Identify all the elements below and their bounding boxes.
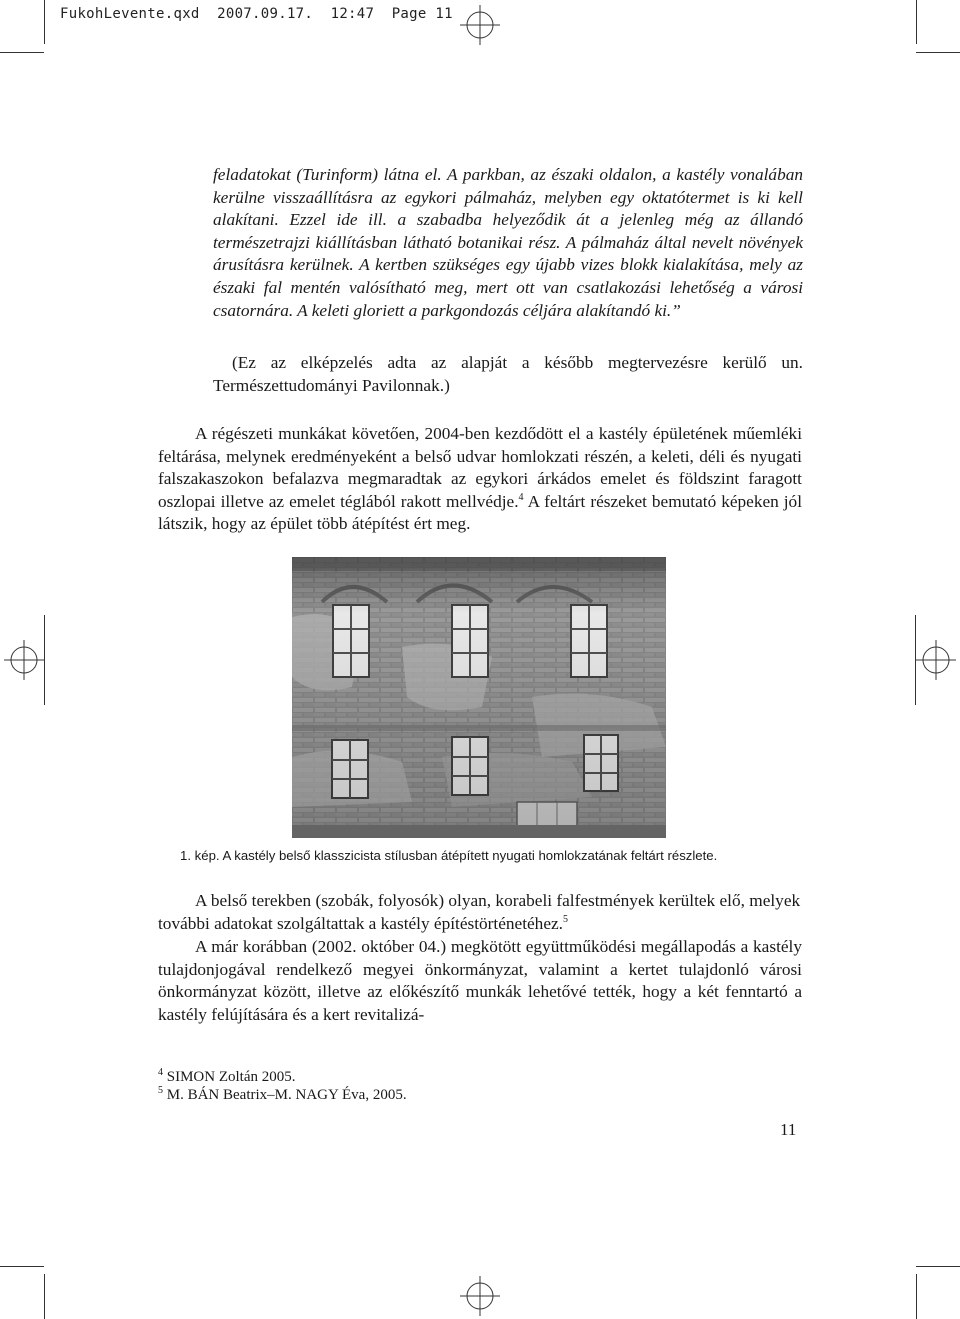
page-number: 11 — [780, 1120, 797, 1139]
crop-mark-top-right-v — [916, 0, 917, 44]
crop-mark-top-right-h — [916, 52, 960, 53]
body-paragraph-3 — [158, 890, 802, 935]
crop-mark-top-left-v — [44, 0, 45, 44]
paragraph-3-text — [158, 890, 802, 935]
footnote-4-number: 4 — [158, 1067, 163, 1078]
body-paragraph-4 — [158, 936, 802, 1026]
facade-photograph — [292, 557, 666, 838]
quoted-plan-paragraph — [213, 164, 803, 322]
registration-mark-left-tick — [44, 615, 45, 705]
footnote-ref-5: 5 — [563, 913, 568, 925]
footnote-5-text: M. BÁN Beatrix–M. NAGY Éva, 2005. — [166, 1087, 407, 1103]
registration-mark-top-icon — [460, 5, 500, 45]
footnote-5 — [158, 1087, 407, 1104]
paragraph-2-text — [158, 423, 802, 536]
crop-mark-bottom-left-v — [44, 1274, 45, 1319]
registration-mark-bottom-icon — [460, 1276, 500, 1316]
figure-caption: 1. kép. A kastély belső klasszicista stílusban átépített nyugati homlokzatának feltárt részlete. — [180, 848, 718, 863]
registration-mark-right-tick — [915, 615, 916, 705]
body-paragraph-2 — [158, 423, 802, 536]
footnote-4-text: SIMON Zoltán 2005. — [166, 1069, 296, 1085]
note-paragraph-text: (Ez az elképzelés adta az alapját a később megtervezésre kerülő un. Természettudományi Pavilonnak.) — [213, 353, 803, 395]
paragraph-3-part-1: A belső terekben (szobák, folyosók) olyan, korabeli falfestmények kerültek elő, melyek további adatokat szolgáltattak a kastély építéstörténetéhez. — [158, 891, 801, 933]
file-slug-line: FukohLevente.qxd 2007.09.17. 12:47 Page 11 — [60, 6, 453, 22]
italic-paragraph-text: feladatokat (Turinform) látna el. A parkban, az északi oldalon, a kastély vonalában kerülne visszaállításra az egykori pálmaház, melyben egy oktatótermet is ki kell alakítani. Ezzel ide ill. a szabadba helyeződik át a jelenleg még az állandó természetrajzi kiállításban látható botanikai rész. A pálmaház által nevelt növények árusításra kerülnek. A kertben szükséges egy újabb vizes blokk kialakítása, mely az északi fal mentén valósítható meg, mert ott van csatlakozási lehetőség a városi csatornára. A keleti gloriett a parkgondozás céljára alakítandó ki.” — [213, 165, 803, 320]
crop-mark-bottom-right-h — [916, 1266, 960, 1267]
footnote-4 — [158, 1069, 296, 1086]
registration-mark-right-icon — [916, 640, 956, 680]
crop-mark-top-left-h — [0, 52, 44, 53]
crop-mark-bottom-right-v — [916, 1274, 917, 1319]
footnote-ref-4: 4 — [518, 492, 524, 504]
note-paragraph — [213, 352, 803, 397]
paragraph-4-text: A már korábban (2002. október 04.) megkötött együttműködési megállapodás a kastély tulajdonjogával rendelkező megyei önkormányzat, valamint a kertet tulajdonló városi önkormányzat között, illetve az előkészítő munkák lehetővé tették, hogy a két fenntartó a kastély felújítására és a kert revitalizá- — [158, 937, 802, 1024]
footnote-5-number: 5 — [158, 1085, 163, 1096]
paragraph-2-part-2: A feltárt részeket bemutató képeken jól látszik, hogy az épület több átépítést ért meg. — [158, 491, 802, 534]
paragraph-2-part-1: A régészeti munkákat követően, 2004-ben kezdődött el a kastély épületének műemléki feltárása, melynek eredményeként a belső udvar homlokzati részén, a keleti, déli és nyugati falszakaszokon befalazva megmaradtak az egykori árkádos emelet és földszint faragott oszlopai illetve az emelet téglából rakott mellvédje. — [158, 424, 802, 511]
crop-mark-bottom-left-h — [0, 1266, 44, 1267]
registration-mark-left-icon — [4, 640, 44, 680]
